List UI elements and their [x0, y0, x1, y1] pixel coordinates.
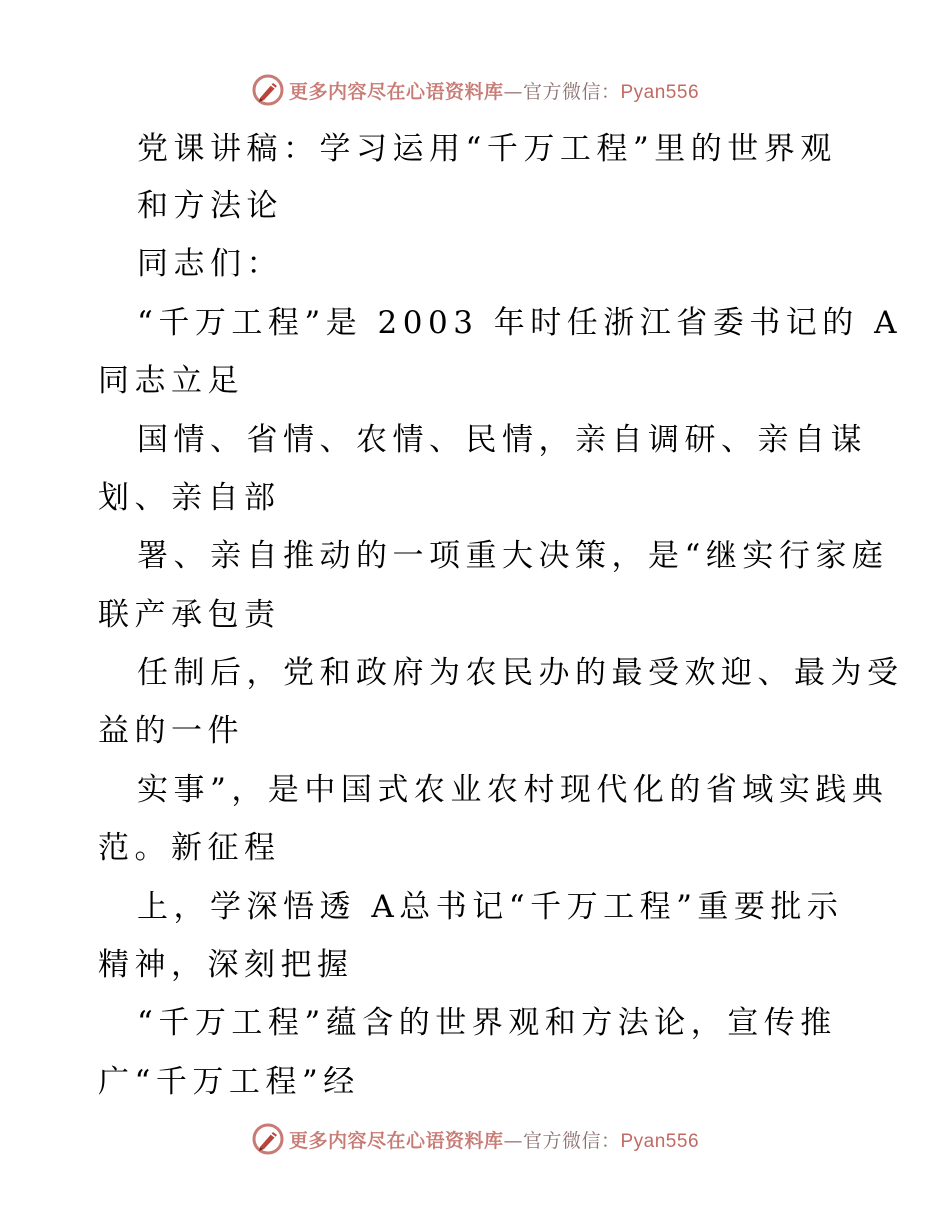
watermark-text — [289, 1126, 699, 1153]
body-line: 实事”，是中国式农业农村现代化的省域实践典 — [137, 772, 889, 808]
pen-logo-icon — [251, 1122, 285, 1156]
title-line-1: 党课讲稿：学习运用“千万工程”里的世界观 — [137, 131, 837, 167]
watermark-wechat-label: 官方微信： — [522, 80, 621, 103]
body-line: 划、亲自部 — [98, 480, 281, 516]
watermark-main-text: 更多内容尽在心语资料库 — [288, 80, 504, 103]
watermark-dash: — — [503, 80, 523, 103]
footer-watermark — [0, 1119, 950, 1159]
body-line: 联产承包责 — [98, 597, 281, 633]
watermark-dash: — — [503, 1129, 523, 1152]
body-line: 任制后，党和政府为农民办的最受欢迎、最为受 — [137, 655, 904, 691]
body-line: 广“千万工程”经 — [98, 1064, 360, 1100]
body-line: “千万工程”是 2003 年时任浙江省委书记的 A — [137, 305, 903, 341]
watermark-group — [251, 1122, 699, 1156]
body-line: 益的一件 — [98, 713, 244, 749]
body-line: 国情、省情、农情、民情，亲自调研、亲自谋 — [137, 422, 867, 458]
body-line: “千万工程”蕴含的世界观和方法论，宣传推 — [137, 1005, 837, 1041]
watermark-wechat-label: 官方微信： — [522, 1129, 621, 1152]
body-line: 署、亲自推动的一项重大决策，是“继实行家庭 — [137, 538, 889, 574]
body-line: 上，学深悟透 A总书记“千万工程”重要批示 — [137, 889, 844, 925]
watermark-wechat-id: Pyan556 — [620, 81, 700, 103]
salutation: 同志们： — [137, 246, 283, 282]
watermark-main-text: 更多内容尽在心语资料库 — [288, 1129, 504, 1152]
body-line: 范。新征程 — [98, 830, 281, 866]
watermark-wechat-id: Pyan556 — [620, 1130, 700, 1152]
body-line: 精神，深刻把握 — [98, 947, 354, 983]
title-line-2: 和方法论 — [137, 188, 283, 224]
body-line: 同志立足 — [98, 363, 244, 399]
